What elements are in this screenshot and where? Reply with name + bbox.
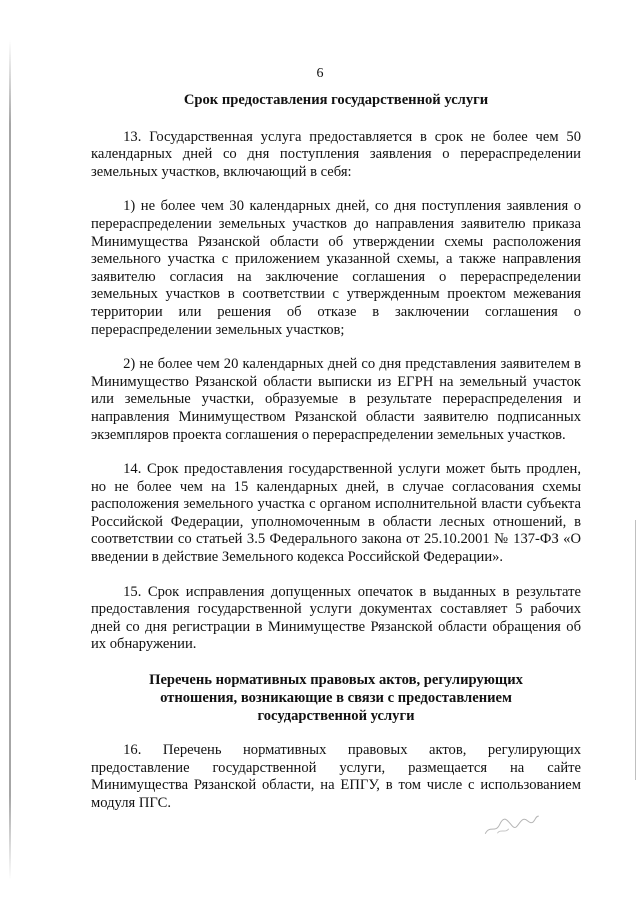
heading-service-term: Срок предоставления государственной услуги: [183, 92, 489, 108]
heading-legal-acts-line-1: Перечень нормативных правовых актов, регулирующих: [149, 672, 523, 689]
paragraph-14: 14. Срок предоставления государственной услуги может быть продлен, но не более чем на 15 календарных дней, в случае согласования схемы расположения земельного участка с органом исполнительной власти субъекта Российской Федерации, уполномоченным в области лесных отношений, в соответствии со статьей 3.5 Федерального закона от 25.10.2001 № 137-ФЗ «О введении в действие Земельного кодекса Российской Федерации».: [91, 461, 581, 566]
paragraph-13-item-2: 2) не более чем 20 календарных дней со дня представления заявителем в Минимущество Рязанской области выписки из ЕГРН на земельный участок или земельные участки, образуемые в результате перераспределения и направления Минимуществом Рязанской области заявителю подписанных экземпляров проекта соглашения о перераспределении земельных участков.: [91, 356, 581, 443]
paragraph-15: 15. Срок исправления допущенных опечаток в выданных в результате предоставления государственной услуги документах составляет 5 рабочих дней со дня регистрации в Минимуществе Рязанской области обращения об их обнаружении.: [91, 583, 581, 653]
heading-legal-acts-line-2: отношения, возникающие в связи с предоставлением: [160, 690, 512, 707]
scan-edge-left: [9, 40, 11, 880]
heading-legal-acts: [91, 671, 581, 725]
document-body: [91, 92, 581, 812]
paragraph-13: 13. Государственная услуга предоставляется в срок не более чем 50 календарных дней со дня поступления заявления о перераспределении земельных участков, включающий в себя:: [91, 128, 581, 180]
page-number: 6: [316, 66, 324, 81]
paragraph-16: 16. Перечень нормативных правовых актов, регулирующих предоставление государственной услуги, размещается на сайте Минимущества Рязанской области, на ЕПГУ, в том числе с использованием модуля ПГС.: [91, 742, 581, 811]
paragraph-13-item-1: 1) не более чем 30 календарных дней, со дня поступления заявления о перераспределении земельных участков до направления заявителю приказа Минимущества Рязанской области об утверждении схемы расположения земельного участка с приложением указанной схемы, а также направления заявителю согласия на заключение соглашения о перераспределении земельных участков в соответствии с утвержденным проектом межевания территории или решения об отказе в заключении соглашения о перераспределении земельных участков;: [91, 198, 581, 338]
scan-edge-right: [635, 520, 636, 780]
heading-legal-acts-line-3: государственной услуги: [257, 708, 415, 725]
